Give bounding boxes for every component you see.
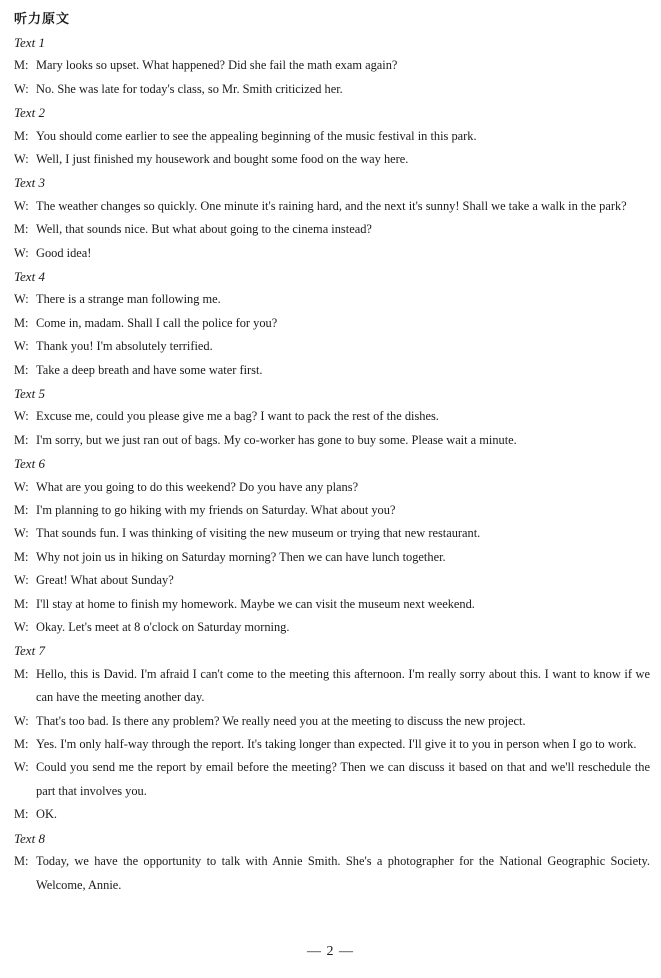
speaker-label: M:: [14, 666, 29, 681]
dialogue-line: [14, 569, 650, 592]
dialogue-line: [14, 803, 650, 826]
dialogue-line: [14, 218, 650, 241]
section-label: Text 7: [14, 643, 45, 659]
utterance-text: I'm planning to go hiking with my friends on Saturday. What about you?: [36, 503, 396, 518]
speaker-label: M:: [14, 503, 29, 518]
utterance-text: Thank you! I'm absolutely terrified.: [36, 339, 213, 354]
section-label: Text 8: [14, 830, 45, 846]
speaker-label: W:: [14, 620, 29, 635]
speaker-label: W:: [14, 713, 29, 728]
speaker-label: M:: [14, 58, 29, 73]
dialogue-line: [14, 288, 650, 311]
dialogue-line: [14, 710, 650, 733]
utterance-text: Could you send me the report by email before the meeting? Then we can discuss it based on that and we'll reschedule the part that involves you.: [36, 760, 650, 798]
speaker-label: M:: [14, 432, 29, 447]
section-label: Text 4: [14, 269, 45, 285]
utterance-text: There is a strange man following me.: [36, 292, 221, 307]
utterance-text: Well, I just finished my housework and bought some food on the way here.: [36, 152, 409, 166]
speaker-label: W:: [14, 526, 29, 541]
dialogue-line: [14, 335, 650, 358]
utterance-text: Excuse me, could you please give me a bag? I want to pack the rest of the dishes.: [36, 409, 439, 424]
speaker-label: W:: [14, 81, 29, 96]
dialogue-line: [14, 593, 650, 616]
dialogue-line: [14, 850, 650, 897]
utterance-text: Mary looks so upset. What happened? Did she fail the math exam again?: [36, 58, 398, 73]
dialogue-line: [14, 359, 650, 382]
dialogue-line: [14, 148, 650, 171]
section-label: Text 1: [14, 35, 45, 50]
utterance-text: I'll stay at home to finish my homework. Maybe we can visit the museum next weekend.: [36, 596, 475, 611]
transcript-body: [14, 31, 650, 897]
dialogue-line: [14, 195, 650, 218]
utterance-text: Yes. I'm only half-way through the report. It's taking longer than expected. I'll give it to you in person when I go to work.: [36, 737, 637, 752]
speaker-label: M:: [14, 222, 29, 237]
speaker-label: M:: [14, 596, 29, 611]
speaker-label: M:: [14, 362, 29, 377]
speaker-label: W:: [14, 573, 29, 588]
utterance-text: Take a deep breath and have some water first.: [36, 362, 263, 377]
utterance-text: Okay. Let's meet at 8 o'clock on Saturday morning.: [36, 620, 290, 635]
utterance-text: Well, that sounds nice. But what about going to the cinema instead?: [36, 222, 372, 237]
speaker-label: W:: [14, 760, 29, 775]
utterance-text: OK.: [36, 807, 57, 822]
utterance-text: I'm sorry, but we just ran out of bags. My co-worker has gone to buy some. Please wait a minute.: [36, 432, 517, 447]
section-label: Text 6: [14, 456, 45, 472]
section-label: Text 5: [14, 386, 45, 402]
speaker-label: W:: [14, 479, 29, 494]
speaker-label: W:: [14, 409, 29, 424]
speaker-label: W:: [14, 292, 29, 307]
dialogue-line: [14, 499, 650, 522]
utterance-text: Today, we have the opportunity to talk with Annie Smith. She's a photographer for the National Geographic Society. Welcome, Annie.: [36, 854, 650, 892]
speaker-label: W:: [14, 152, 29, 166]
speaker-label: W:: [14, 198, 29, 213]
dialogue-line: [14, 616, 650, 639]
speaker-label: M:: [14, 737, 29, 752]
page-number: — 2 —: [307, 944, 354, 959]
utterance-text: No. She was late for today's class, so Mr. Smith criticized her.: [36, 81, 343, 96]
utterance-text: That sounds fun. I was thinking of visiting the new museum or trying that new restaurant.: [36, 526, 481, 541]
dialogue-line: [14, 125, 650, 148]
utterance-text: What are you going to do this weekend? Do you have any plans?: [36, 479, 359, 494]
dialogue-line: [14, 312, 650, 335]
dialogue-line: [14, 756, 650, 803]
dialogue-line: [14, 733, 650, 756]
utterance-text: That's too bad. Is there any problem? We really need you at the meeting to discuss the new project.: [36, 713, 526, 728]
speaker-label: M:: [14, 315, 29, 330]
utterance-text: Hello, this is David. I'm afraid I can't come to the meeting this afternoon. I'm really sorry about this. I want to know if we can have the meeting another day.: [36, 666, 650, 705]
speaker-label: M:: [14, 549, 29, 564]
utterance-text: The weather changes so quickly. One minute it's raining hard, and the next it's sunny! Shall we take a walk in the park?: [36, 198, 627, 213]
section-label: Text 2: [14, 105, 45, 121]
speaker-label: M:: [14, 807, 29, 822]
dialogue-line: [14, 476, 650, 499]
dialogue-line: [14, 242, 650, 265]
dialogue-line: [14, 429, 650, 452]
section-label: Text 3: [14, 175, 45, 191]
speaker-label: M:: [14, 854, 29, 869]
speaker-label: M:: [14, 128, 29, 143]
utterance-text: Great! What about Sunday?: [36, 573, 174, 588]
utterance-text: Good idea!: [36, 245, 92, 260]
speaker-label: W:: [14, 245, 29, 260]
dialogue-line: [14, 78, 650, 101]
page-title: 听力原文: [14, 12, 71, 27]
transcript-page: [14, 8, 650, 897]
speaker-label: W:: [14, 339, 29, 354]
dialogue-line: [14, 54, 650, 77]
dialogue-line: [14, 546, 650, 569]
utterance-text: You should come earlier to see the appealing beginning of the music festival in this park.: [36, 128, 477, 143]
dialogue-line: [14, 522, 650, 545]
dialogue-line: [14, 405, 650, 428]
utterance-text: Come in, madam. Shall I call the police for you?: [36, 315, 278, 330]
dialogue-line: [14, 663, 650, 710]
utterance-text: Why not join us in hiking on Saturday morning? Then we can have lunch together.: [36, 549, 446, 564]
